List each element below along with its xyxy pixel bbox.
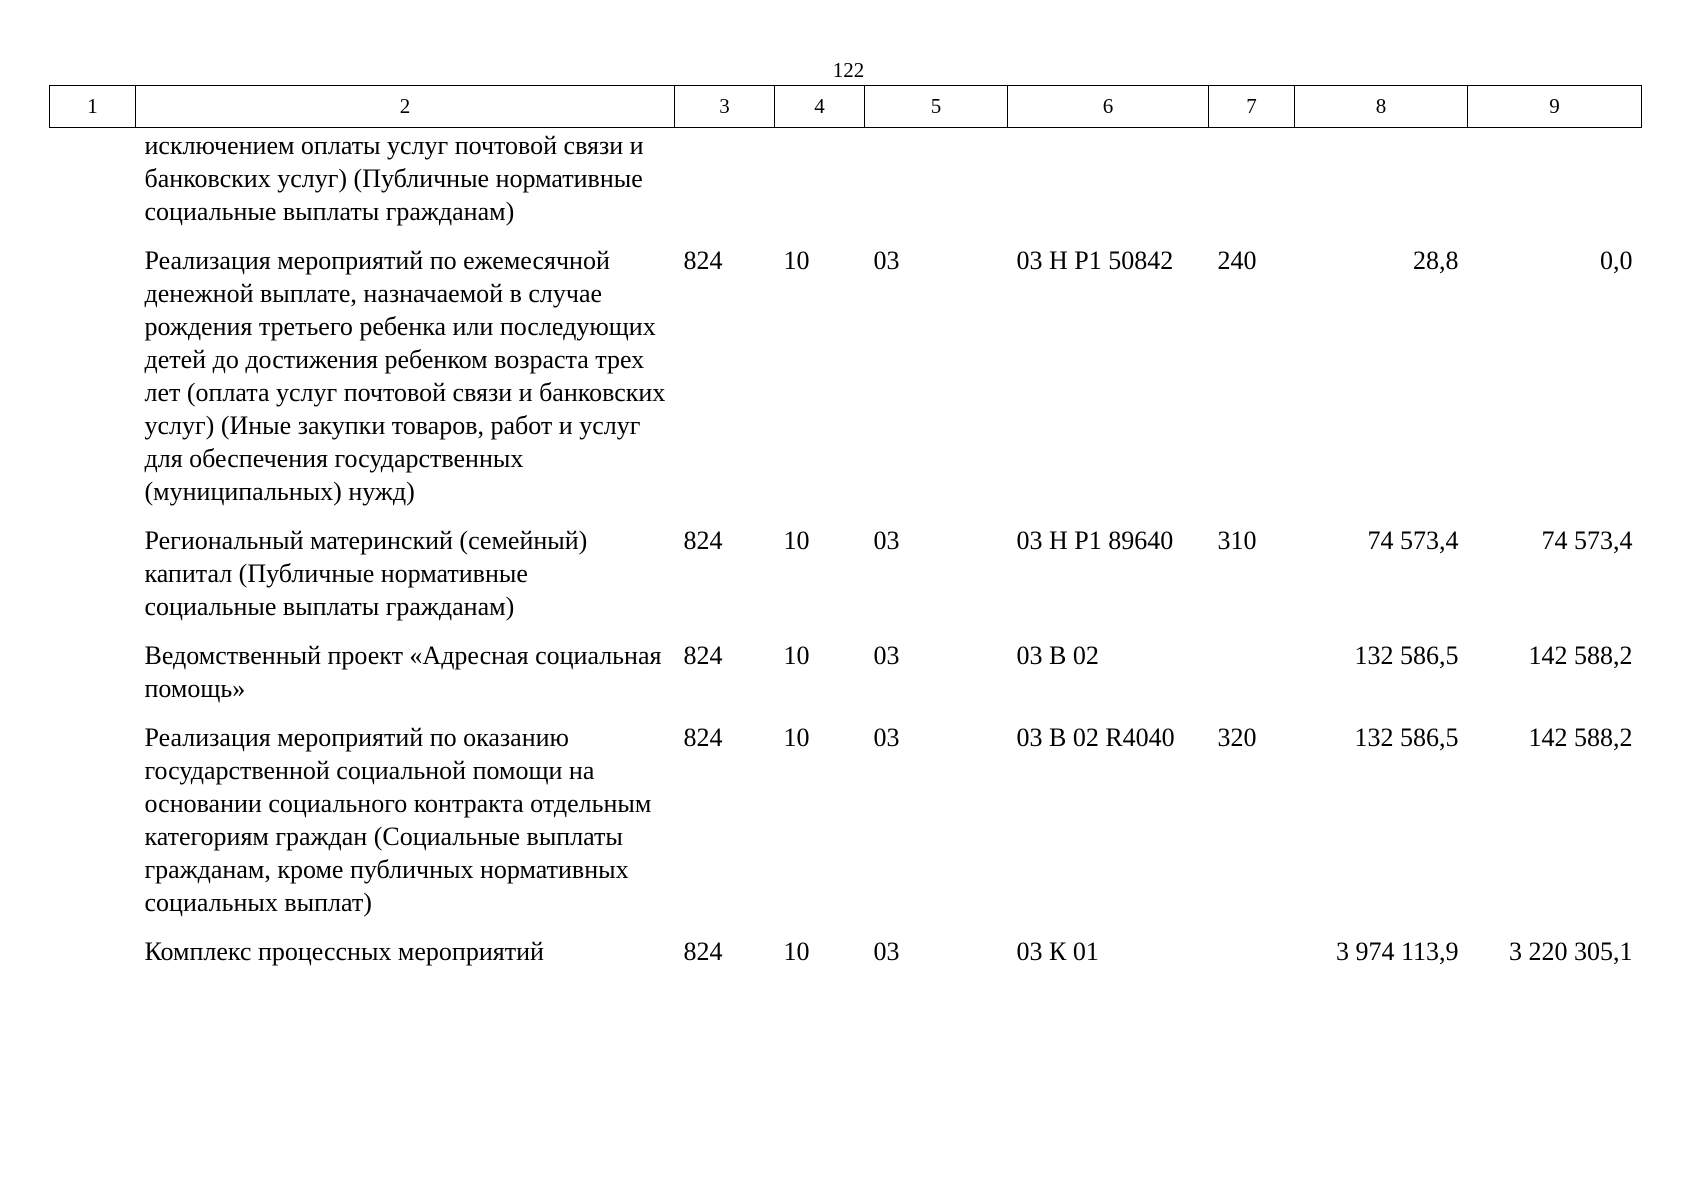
header-col-8: 8 — [1295, 86, 1468, 128]
header-col-6: 6 — [1008, 86, 1209, 128]
table-body — [50, 128, 1642, 985]
table-row — [50, 524, 1642, 639]
row-section: 10 — [783, 641, 810, 670]
row-expense-type — [1209, 639, 1295, 721]
row-code: 824 — [683, 641, 723, 670]
table-row — [50, 721, 1642, 935]
row-subsection: 03 — [873, 246, 900, 275]
row-name: Реализация мероприятий по ежемесячной денежной выплате, назначаемой в случае рождения третьего ребенка или последующих детей до достижения ребенком возраста трех лет (оплата услуг почтовой связи и банковских услуг) (Иные закупки товаров, работ и услуг для обеспечения государственных (муниципальных) нужд) — [144, 246, 666, 506]
table-header — [50, 86, 1642, 128]
header-col-7: 7 — [1209, 86, 1295, 128]
row-target: 03 Н Р1 50842 — [1016, 246, 1174, 275]
header-row — [50, 86, 1642, 128]
row-sum2: 142 588,2 — [1528, 641, 1633, 670]
row-subsection — [865, 128, 1008, 245]
header-col-3: 3 — [675, 86, 775, 128]
row-target: 03 Н Р1 89640 — [1016, 526, 1174, 555]
row-index-cell — [50, 721, 136, 935]
row-section: 10 — [783, 526, 810, 555]
row-sum1: 28,8 — [1413, 246, 1459, 275]
row-index-cell — [50, 639, 136, 721]
page-number: 122 — [832, 58, 865, 82]
row-expense-type: 240 — [1217, 246, 1257, 275]
table-row — [50, 244, 1642, 524]
row-sum2: 3 220 305,1 — [1509, 937, 1633, 966]
row-subsection: 03 — [873, 723, 900, 752]
row-section: 10 — [783, 723, 810, 752]
header-col-2: 2 — [136, 86, 675, 128]
row-sum2: 142 588,2 — [1528, 723, 1633, 752]
row-sum1: 3 974 113,9 — [1335, 937, 1459, 966]
row-expense-type: 320 — [1217, 723, 1257, 752]
table-row — [50, 128, 1642, 245]
row-index-cell — [50, 128, 136, 245]
row-sum1: 132 586,5 — [1354, 723, 1459, 752]
table-row — [50, 639, 1642, 721]
row-sum2: 74 573,4 — [1541, 526, 1633, 555]
row-name: Региональный материнский (семейный) капитал (Публичные нормативные социальные выплаты гражданам) — [144, 526, 588, 621]
budget-table — [49, 85, 1642, 984]
header-col-4: 4 — [775, 86, 865, 128]
row-target — [1008, 128, 1209, 245]
table-row — [50, 935, 1642, 984]
row-target: 03 К 01 — [1016, 937, 1099, 966]
row-code: 824 — [683, 723, 723, 752]
row-sum2 — [1468, 128, 1642, 245]
row-expense-type — [1209, 935, 1295, 984]
row-code: 824 — [683, 526, 723, 555]
row-code: 824 — [683, 937, 723, 966]
row-name: Ведомственный проект «Адресная социальная помощь» — [144, 641, 662, 703]
row-code — [675, 128, 775, 245]
row-sum2: 0,0 — [1600, 246, 1633, 275]
row-section: 10 — [783, 246, 810, 275]
row-target: 03 В 02 — [1016, 641, 1099, 670]
row-name: Реализация мероприятий по оказанию государственной социальной помощи на основании социального контракта отдельным категориям граждан (Социальные выплаты гражданам, кроме публичных нормативных социальных выплат) — [144, 723, 652, 917]
row-sum1 — [1295, 128, 1468, 245]
row-index-cell — [50, 935, 136, 984]
header-col-1: 1 — [50, 86, 136, 128]
row-subsection: 03 — [873, 526, 900, 555]
row-expense-type: 310 — [1217, 526, 1257, 555]
row-name: Комплекс процессных мероприятий — [144, 937, 544, 966]
row-sum1: 132 586,5 — [1354, 641, 1459, 670]
row-expense-type — [1209, 128, 1295, 245]
header-col-9: 9 — [1468, 86, 1642, 128]
row-name: исключением оплаты услуг почтовой связи и банковских услуг) (Публичные нормативные социальные выплаты гражданам) — [144, 131, 644, 226]
row-section — [775, 128, 865, 245]
row-index-cell — [50, 524, 136, 639]
row-code: 824 — [683, 246, 723, 275]
row-sum1: 74 573,4 — [1367, 526, 1459, 555]
row-index-cell — [50, 244, 136, 524]
row-subsection: 03 — [873, 641, 900, 670]
row-subsection: 03 — [873, 937, 900, 966]
header-col-5: 5 — [865, 86, 1008, 128]
row-target: 03 В 02 R4040 — [1016, 723, 1175, 752]
row-section: 10 — [783, 937, 810, 966]
